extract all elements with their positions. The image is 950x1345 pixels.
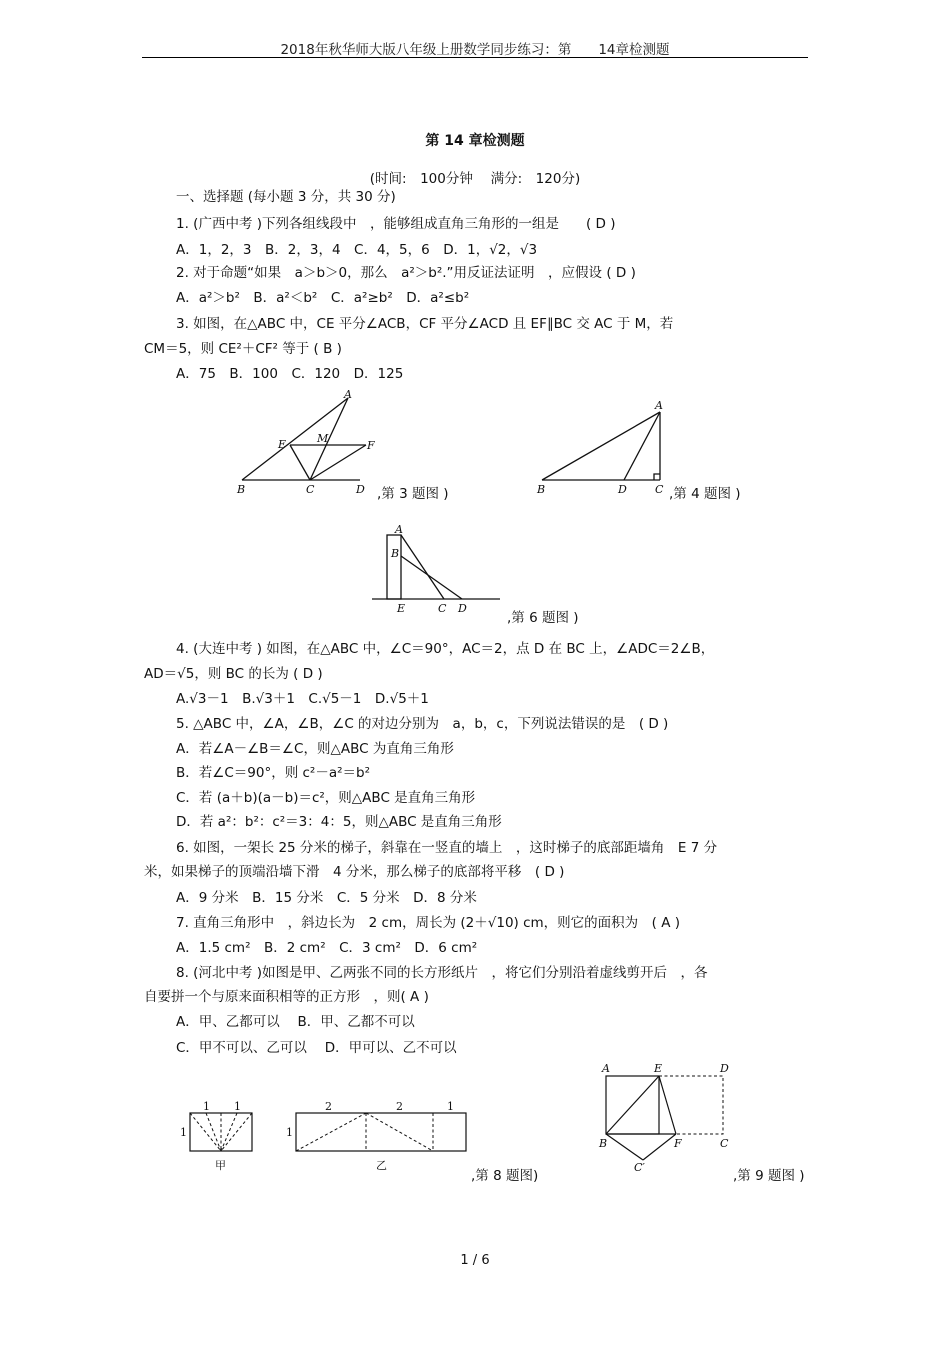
fig3-label-b: B (237, 483, 246, 496)
fig6-label-d: D (458, 602, 467, 615)
question-2-options: A．a²＞b² B．a²＜b² C．a²≥b² D．a²≤b² (176, 290, 470, 306)
question-4: 4. (大连中考 ) 如图，在△ABC 中，∠C＝90°，AC＝2，点 D 在 BC 上，∠ADC＝2∠B， (176, 641, 715, 657)
fig9-label-e: E (654, 1062, 663, 1075)
fig8-yi-top-1: 2 (325, 1100, 332, 1113)
question-5-option-c: C．若 (a＋b)(a－b)＝c²，则△ABC 是直角三角形 (176, 790, 476, 806)
figure-4 (536, 398, 670, 498)
question-1: 1. (广西中考 )下列各组线段中 ，能够组成直角三角形的一组是 ( D ) (176, 216, 616, 232)
page-title: 第 14 章检测题 (425, 133, 525, 149)
question-8-cont: 自要拼一个与原来面积相等的正方形 ，则( A ) (144, 989, 429, 1005)
question-8: 8. (河北中考 )如图是甲、乙两张不同的长方形纸片 ，将它们分别沿着虚线剪开后 ，各 (176, 965, 708, 981)
fig8-yi-name: 乙 (376, 1159, 387, 1172)
figure-3 (236, 388, 376, 498)
fig4-label-c: C (655, 483, 664, 496)
question-6-options: A．9 分米 B．15 分米 C．5 分米 D．8 分米 (176, 890, 477, 906)
question-6-cont: 米，如果梯子的顶端沿墙下滑 4 分米，那么梯子的底部将平移 ( D ) (144, 864, 565, 880)
figure-9 (596, 1060, 736, 1176)
fig8-yi-side: 1 (286, 1126, 293, 1139)
figure-4-caption: ,第 4 题图 ) (669, 486, 741, 502)
question-8-options-ab: A．甲、乙都可以 B．甲、乙都不可以 (176, 1014, 415, 1030)
fig8-jia-name: 甲 (215, 1159, 226, 1172)
question-5: 5. △ABC 中，∠A，∠B，∠C 的对边分别为 a，b，c，下列说法错误的是 ( D ) (176, 716, 669, 732)
fig3-label-m: M (317, 432, 329, 445)
fig3-label-d: D (356, 483, 365, 496)
question-7-options: A．1.5 cm² B．2 cm² C．3 cm² D．6 cm² (176, 940, 478, 956)
page-number: 1 / 6 (460, 1253, 490, 1268)
figure-6-caption: ,第 6 题图 ) (507, 610, 579, 626)
figure-8-caption: ,第 8 题图) (471, 1168, 539, 1184)
fig9-label-c: C (720, 1137, 729, 1150)
fig9-label-d: D (720, 1062, 729, 1075)
fig8-jia-side: 1 (180, 1126, 187, 1139)
fig3-label-e: E (278, 438, 287, 451)
question-3-options: A．75 B．100 C．120 D．125 (176, 366, 404, 382)
fig9-label-b: B (599, 1137, 608, 1150)
question-5-option-b: B．若∠C＝90°，则 c²－a²＝b² (176, 765, 371, 781)
fig4-label-b: B (537, 483, 546, 496)
fig8-jia-top-1: 1 (203, 1100, 210, 1113)
figure-8-jia (176, 1098, 256, 1178)
question-3-cont: CM＝5，则 CE²＋CF² 等于 ( B ) (144, 341, 342, 357)
fig6-label-e: E (397, 602, 406, 615)
fig6-label-a: A (395, 523, 403, 536)
question-3: 3. 如图，在△ABC 中，CE 平分∠ACB，CF 平分∠ACD 且 EF∥BC 交 AC 于 M，若 (176, 316, 674, 332)
fig6-label-c: C (438, 602, 447, 615)
fig6-label-b: B (391, 547, 400, 560)
question-5-option-a: A．若∠A－∠B＝∠C，则△ABC 为直角三角形 (176, 741, 454, 757)
question-4-cont: AD＝√5，则 BC 的长为 ( D ) (144, 666, 323, 682)
section-heading: 一、选择题 (每小题 3 分，共 30 分) (176, 189, 396, 205)
question-7: 7. 直角三角形中 ，斜边长为 2 cm，周长为 (2＋√10) cm，则它的面积为 ( A ) (176, 915, 681, 931)
fig3-label-a: A (344, 388, 352, 401)
fig8-jia-top-2: 1 (234, 1100, 241, 1113)
figure-3-caption: ,第 3 题图 ) (377, 486, 449, 502)
figure-9-caption: ,第 9 题图 ) (733, 1168, 805, 1184)
figure-8-yi (283, 1098, 471, 1178)
question-2: 2. 对于命题“如果 a＞b＞0，那么 a²＞b².”用反证法证明 ，应假设 ( D ) (176, 265, 636, 281)
page-header: 2018年秋华师大版八年级上册数学同步练习：第 14章检测题 (280, 42, 670, 58)
fig9-label-c-prime: C′ (634, 1161, 645, 1174)
question-5-option-d: D．若 a²：b²：c²＝3：4：5，则△ABC 是直角三角形 (176, 814, 502, 830)
fig8-yi-top-3: 1 (447, 1100, 454, 1113)
fig8-yi-top-2: 2 (396, 1100, 403, 1113)
question-8-options-cd: C．甲不可以、乙可以 D．甲可以、乙不可以 (176, 1040, 457, 1056)
question-6: 6. 如图，一架长 25 分米的梯子，斜靠在一竖直的墙上 ，这时梯子的底部距墙角 E 7 分 (176, 840, 718, 856)
fig9-label-a: A (602, 1062, 610, 1075)
header-rule (142, 57, 808, 58)
time-info: (时间: 100分钟 满分: 120分) (369, 171, 581, 187)
fig4-label-d: D (618, 483, 627, 496)
fig9-label-f: F (674, 1137, 682, 1150)
fig4-label-a: A (655, 399, 663, 412)
fig3-label-f: F (367, 439, 375, 452)
question-1-options: A．1，2，3 B．2，3，4 C．4，5，6 D．1，√2，√3 (176, 242, 538, 258)
fig3-label-c: C (306, 483, 315, 496)
figure-6 (372, 520, 504, 616)
question-4-options: A.√3－1 B.√3＋1 C.√5－1 D.√5＋1 (176, 691, 429, 707)
